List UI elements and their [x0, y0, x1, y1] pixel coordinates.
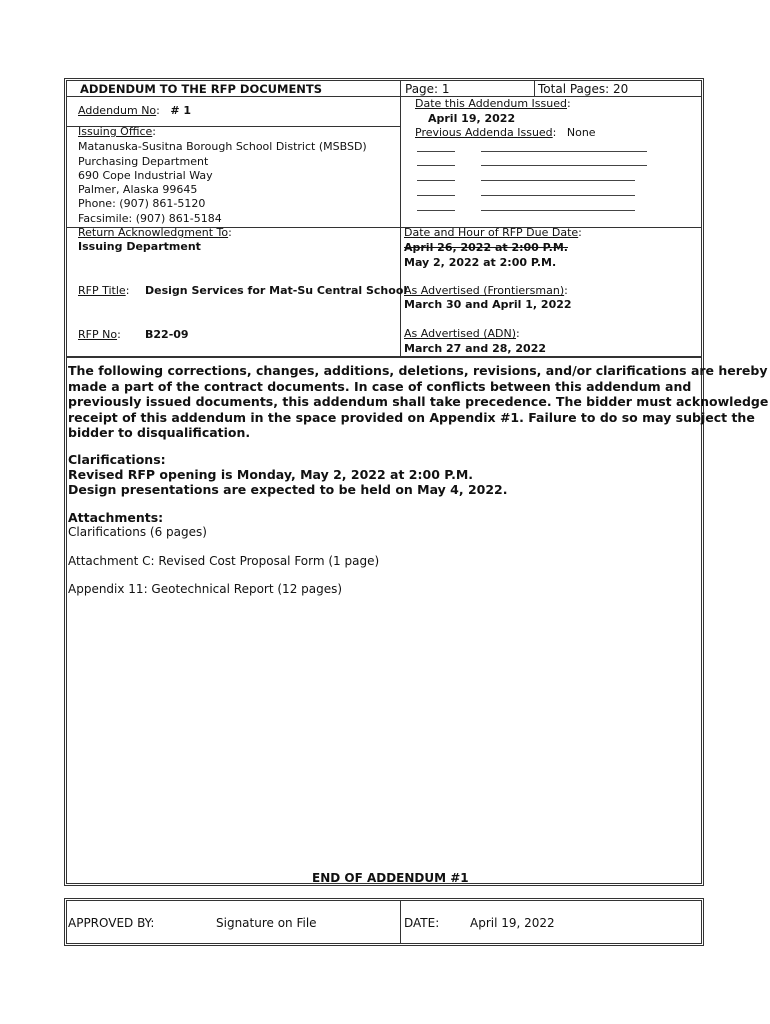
intro-line: receipt of this addendum in the space provided on Appendix #1. Failure to do so may subject the — [68, 409, 755, 425]
addendum-no-row — [78, 104, 191, 118]
addendum-no-label: Addendum No — [78, 104, 157, 117]
advertised-frontiersman-label: As Advertised (Frontiersman) — [404, 284, 565, 297]
approved-by-value: Signature on File — [216, 916, 317, 930]
previous-addenda-label: Previous Addenda Issued — [415, 126, 553, 139]
issuing-office-line: 690 Cope Industrial Way — [78, 169, 213, 182]
advertised-frontiersman-value: March 30 and April 1, 2022 — [404, 298, 572, 311]
blank-line — [417, 165, 455, 166]
issuing-office-row: Issuing Office: — [78, 125, 157, 138]
rfp-no-row: RFP No: — [78, 328, 121, 341]
issuing-office-line: Facsimile: (907) 861-5184 — [78, 212, 222, 225]
approval-box — [64, 898, 704, 946]
date-issued-row: Date this Addendum Issued: — [415, 97, 571, 110]
blank-line — [481, 151, 647, 152]
rfp-title-label: RFP Title — [78, 284, 126, 297]
blank-line — [481, 195, 635, 196]
rfp-no-value: B22-09 — [145, 328, 189, 341]
advertised-frontiersman-row: As Advertised (Frontiersman): — [404, 284, 568, 297]
date-issued-value: April 19, 2022 — [428, 112, 516, 125]
attachment-item: Attachment C: Revised Cost Proposal Form (1 page) — [68, 554, 380, 568]
attachment-item: Clarifications (6 pages) — [68, 525, 207, 539]
issuing-office-line: Purchasing Department — [78, 155, 209, 168]
total-pages: Total Pages: 20 — [538, 82, 629, 96]
clarification-item: Revised RFP opening is Monday, May 2, 2022 at 2:00 P.M. — [68, 467, 474, 482]
advertised-adn-value: March 27 and 28, 2022 — [404, 342, 547, 355]
rfp-title-row: RFP Title: — [78, 284, 130, 297]
return-ack-row: Return Acknowledgment To: — [78, 226, 232, 239]
due-date-old-value: April 26, 2022 at 2:00 P.M. — [404, 241, 568, 254]
return-ack-label: Return Acknowledgment To — [78, 226, 229, 239]
due-date-row: Date and Hour of RFP Due Date: — [404, 226, 582, 239]
colon: : — [156, 104, 167, 117]
intro-line: bidder to disqualification. — [68, 425, 251, 440]
blank-line — [417, 210, 455, 211]
approval-divider — [400, 901, 401, 943]
approved-by-label: APPROVED BY: — [68, 916, 155, 930]
intro-paragraph — [68, 363, 769, 441]
rfp-no-label: RFP No — [78, 328, 118, 341]
clarification-item: Design presentations are expected to be held on May 4, 2022. — [68, 482, 508, 497]
advertised-adn-row: As Advertised (ADN): — [404, 327, 520, 340]
form-title: ADDENDUM TO THE RFP DOCUMENTS — [80, 82, 323, 96]
end-of-addendum: END OF ADDENDUM #1 — [312, 871, 469, 885]
rfp-title-value: Design Services for Mat-Su Central School — [145, 284, 408, 297]
issuing-office-line: Palmer, Alaska 99645 — [78, 183, 198, 196]
previous-addenda-value: None — [566, 126, 596, 139]
due-date-label: Date and Hour of RFP Due Date — [404, 226, 579, 239]
intro-line: The following corrections, changes, additions, deletions, revisions, and/or clarifications are hereby — [68, 363, 768, 378]
issuing-office-line: Phone: (907) 861-5120 — [78, 197, 206, 210]
column-divider — [400, 81, 401, 356]
due-date-new-value: May 2, 2022 at 2:00 P.M. — [404, 256, 557, 269]
date-label: DATE: — [404, 916, 440, 930]
blank-line — [417, 151, 455, 152]
blank-line — [481, 180, 635, 181]
attachment-item: Appendix 11: Geotechnical Report (12 pages) — [68, 582, 343, 596]
clarifications-heading: Clarifications: — [68, 452, 166, 467]
return-ack-value: Issuing Department — [78, 240, 201, 253]
blank-line — [417, 195, 455, 196]
blank-line — [417, 180, 455, 181]
attachments-heading: Attachments: — [68, 510, 164, 525]
page-number: Page: 1 — [405, 82, 450, 96]
addendum-no-value: # 1 — [170, 104, 192, 117]
date-value: April 19, 2022 — [470, 916, 555, 930]
issuing-office-line: Matanuska-Susitna Borough School District (MSBSD) — [78, 140, 367, 153]
row-divider — [67, 356, 701, 358]
blank-line — [481, 165, 647, 166]
date-issued-label: Date this Addendum Issued — [415, 97, 567, 110]
previous-addenda-row: Previous Addenda Issued: None — [415, 126, 596, 139]
row-divider — [67, 96, 401, 97]
issuing-office-label: Issuing Office — [78, 125, 153, 138]
advertised-adn-label: As Advertised (ADN) — [404, 327, 517, 340]
blank-line — [481, 210, 635, 211]
intro-line: made a part of the contract documents. In case of conflicts between this addendum and — [68, 378, 692, 394]
intro-line: previously issued documents, this addendum shall take precedence. The bidder must acknowledge — [68, 394, 769, 409]
column-divider-page — [534, 81, 535, 96]
